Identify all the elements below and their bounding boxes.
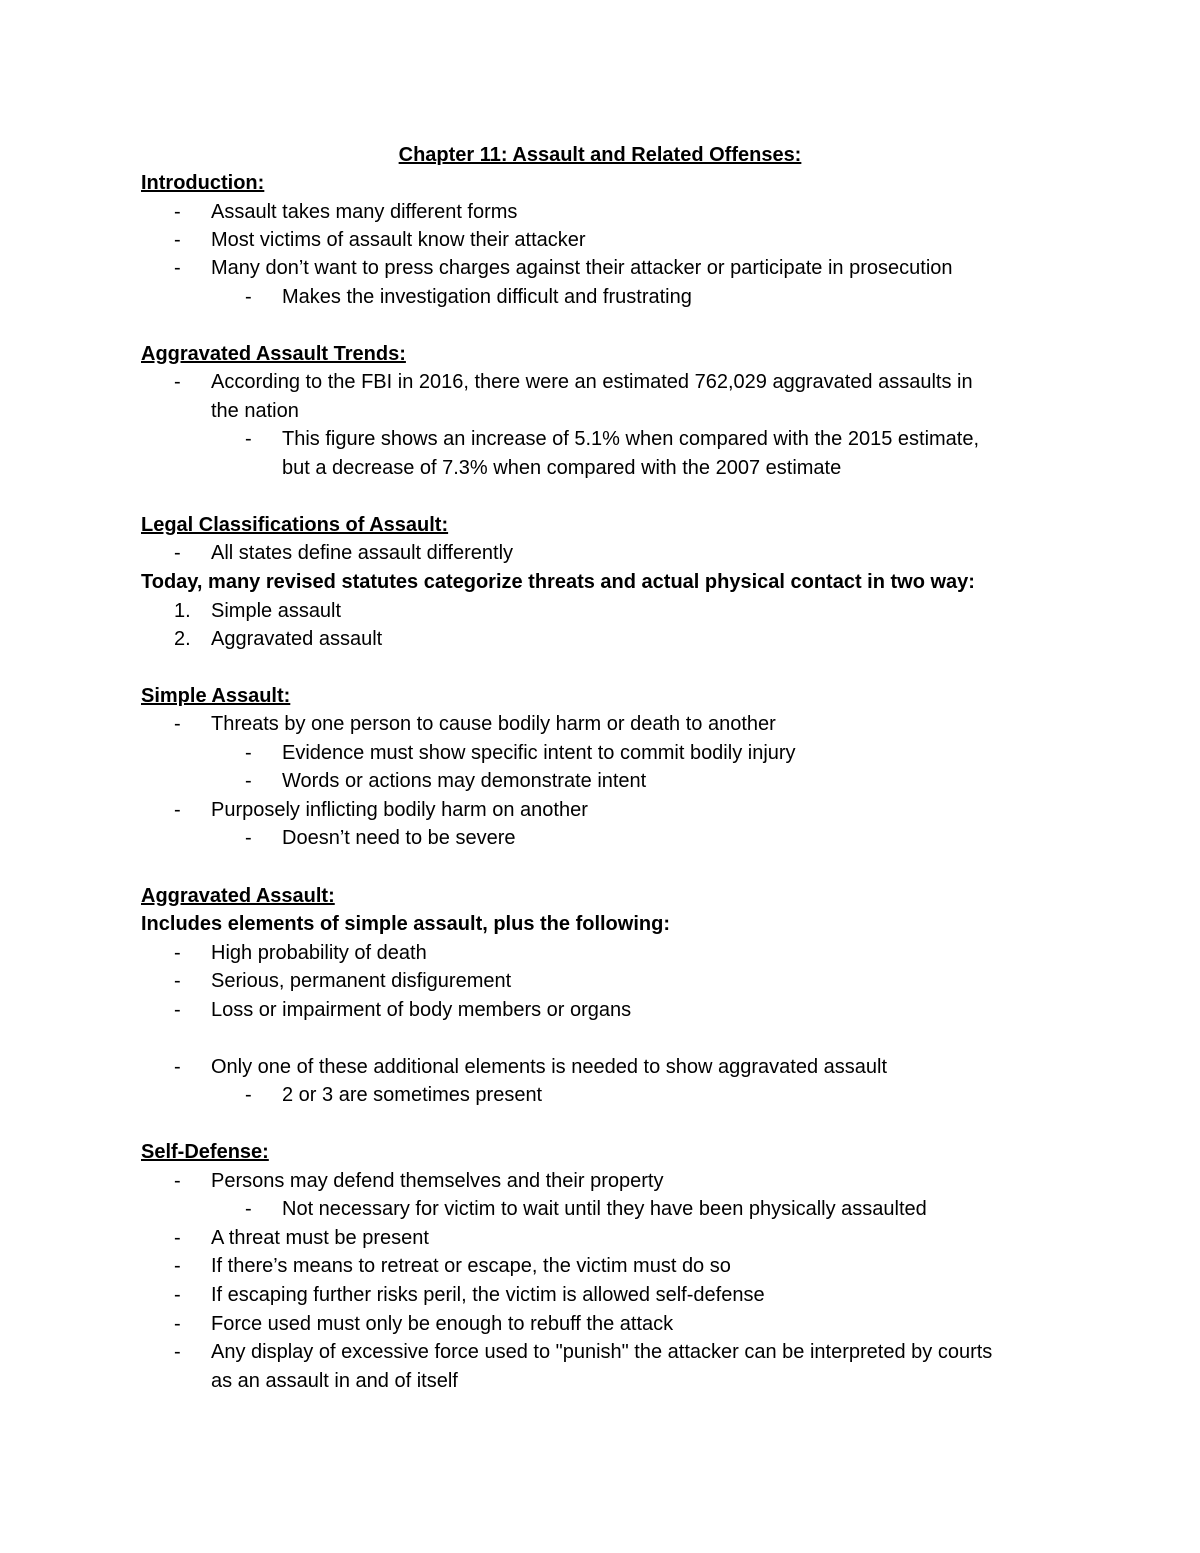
list-subitem-continuation: but a decrease of 7.3% when compared with the 2007 estimate bbox=[282, 457, 842, 479]
list-item-continuation: the nation bbox=[211, 400, 299, 422]
bold-statement: Includes elements of simple assault, plus the following: bbox=[141, 913, 670, 935]
section-heading-simple-assault: Simple Assault: bbox=[141, 685, 291, 707]
bold-statement: Today, many revised statutes categorize threats and actual physical contact in two way: bbox=[141, 571, 975, 593]
section-heading-aggravated-assault: Aggravated Assault: bbox=[141, 885, 335, 907]
section-heading-legal-classifications: Legal Classifications of Assault: bbox=[141, 514, 449, 536]
section-heading-aggravated-assault-trends: Aggravated Assault Trends: bbox=[141, 343, 406, 365]
list-item-continuation: as an assault in and of itself bbox=[211, 1370, 458, 1392]
section-heading-self-defense: Self-Defense: bbox=[141, 1141, 269, 1163]
page-title: Chapter 11: Assault and Related Offenses: bbox=[398, 144, 802, 166]
section-heading-introduction: Introduction: bbox=[141, 172, 265, 194]
